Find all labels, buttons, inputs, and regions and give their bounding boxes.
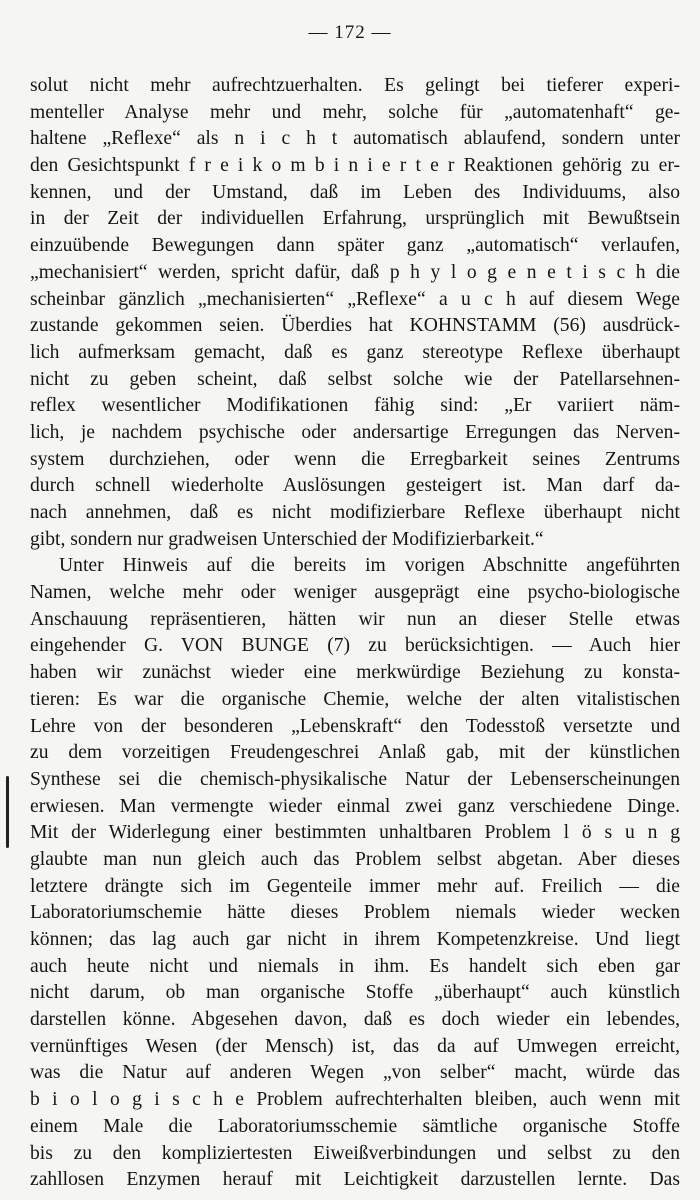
text-line: reflex wesentlicher Modifikationen fähig sind: „Er variiert näm-: [30, 395, 680, 417]
text-line: nicht darum, ob man organische Stoffe „überhaupt“ auch künstlich: [30, 982, 680, 1004]
page-number: — 172 —: [308, 22, 392, 43]
text-line: darstellen könne. Abgesehen davon, daß es doch wieder ein lebendes,: [30, 1009, 680, 1031]
text-line: haben wir zunächst wieder eine merkwürdige Beziehung zu konsta-: [30, 662, 680, 684]
text-line: letztere drängte sich im Gegenteile immer mehr auf. Freilich — die: [30, 875, 680, 897]
text-line: Laboratoriumschemie hätte dieses Problem niemals wieder wecken: [30, 902, 680, 924]
text-line: tieren: Es war die organische Chemie, welche der alten vitalistischen: [30, 688, 680, 710]
text-line: Namen, welche mehr oder weniger ausgeprägt eine psycho-biologische: [30, 582, 680, 604]
text-line: zu dem vorzeitigen Freudengeschrei Anlaß gab, mit der künstlichen: [30, 742, 680, 764]
text-line: menteller Analyse mehr und mehr, solche für „automatenhaft“ ge-: [30, 101, 680, 123]
text-line: haltene „Reflexe“ als n i c h t automatisch ablaufend, sondern unter: [30, 128, 680, 150]
text-line: system durchziehen, oder wenn die Erregbarkeit seines Zentrums: [30, 448, 680, 470]
text-line: einem Male die Laboratoriumsschemie sämtliche organische Stoffe: [30, 1115, 680, 1137]
text-line: solut nicht mehr aufrechtzuerhalten. Es gelingt bei tieferer experi-: [30, 75, 680, 96]
text-line: b i o l o g i s c h e Problem aufrechterhalten bleiben, auch wenn mit: [30, 1089, 680, 1111]
text-line: Lehre von der besonderen „Lebenskraft“ den Todesstoß versetzte und: [30, 715, 680, 737]
text-line: nach annehmen, daß es nicht modifizierbare Reflexe überhaupt nicht: [30, 502, 680, 523]
text-line: Anschauung repräsentieren, hätten wir nun an dieser Stelle etwas: [30, 608, 680, 630]
text-line: in der Zeit der individuellen Erfahrung, ursprünglich mit Bewußtsein: [30, 208, 680, 230]
text-line: gibt, sondern nur gradweisen Unterschied der Modifizierbarkeit.“: [30, 528, 544, 550]
text-line: zustande gekommen seien. Überdies hat KOHNSTAMM (56) ausdrück-: [30, 315, 680, 337]
text-line: Mit der Widerlegung einer bestimmten unhaltbaren Problem l ö s u n g: [30, 822, 680, 844]
margin-pencil-mark: [6, 776, 9, 848]
text-line: zahllosen Enzymen herauf mit Leichtigkeit darzustellen lernte. Das: [30, 1169, 680, 1191]
text-line: vernünftiges Wesen (der Mensch) ist, das da auf Umwegen erreicht,: [30, 1035, 680, 1057]
text-line: „mechanisiert“ werden, spricht dafür, daß p h y l o g e n e t i s c h die: [30, 261, 680, 283]
text-line: erwiesen. Man vermengte wieder einmal zwei ganz verschiedene Dinge.: [30, 795, 680, 817]
text-line: eingehender G. VON BUNGE (7) zu berücksichtigen. — Auch hier: [30, 635, 680, 657]
text-line: was die Natur auf anderen Wegen „von selber“ macht, würde das: [30, 1062, 680, 1084]
text-line: können; das lag auch gar nicht in ihrem Kompetenzkreise. Und liegt: [30, 929, 680, 950]
text-line: durch schnell wiederholte Auslösungen gesteigert ist. Man darf da-: [30, 475, 680, 497]
text-line: den Gesichtspunkt f r e i k o m b i n i e r t e r Reaktionen gehörig zu er-: [30, 155, 680, 177]
paragraph-1: [30, 73, 680, 553]
text-line: lich, je nachdem psychische oder andersartige Erregungen das Nerven-: [30, 421, 680, 443]
text-line: bis zu den kompliziertesten Eiweißverbindungen und selbst zu den: [30, 1142, 680, 1164]
text-line: scheinbar gänzlich „mechanisierten“ „Reflexe“ a u c h auf diesem Wege: [30, 288, 680, 310]
text-line: einzuübende Bewegungen dann später ganz „automatisch“ verlaufen,: [30, 235, 680, 257]
text-line: kennen, und der Umstand, daß im Leben des Individuums, also: [30, 181, 680, 203]
text-line: nicht zu geben scheint, daß selbst solche wie der Patellarsehnen-: [30, 368, 680, 390]
text-line: Unter Hinweis auf die bereits im vorigen Abschnitte angeführten: [59, 555, 680, 577]
text-line: lich aufmerksam gemacht, daß es ganz stereotype Reflexe überhaupt: [30, 341, 680, 363]
body-text: [30, 73, 680, 1194]
paragraph-2: [30, 553, 680, 1194]
text-line: auch heute nicht und niemals in ihm. Es handelt sich eben gar: [30, 955, 680, 977]
text-line: glaubte man nun gleich auch das Problem selbst abgetan. Aber dieses: [30, 848, 680, 870]
text-line: Synthese sei die chemisch-physikalische Natur der Lebenserscheinungen: [30, 768, 680, 790]
